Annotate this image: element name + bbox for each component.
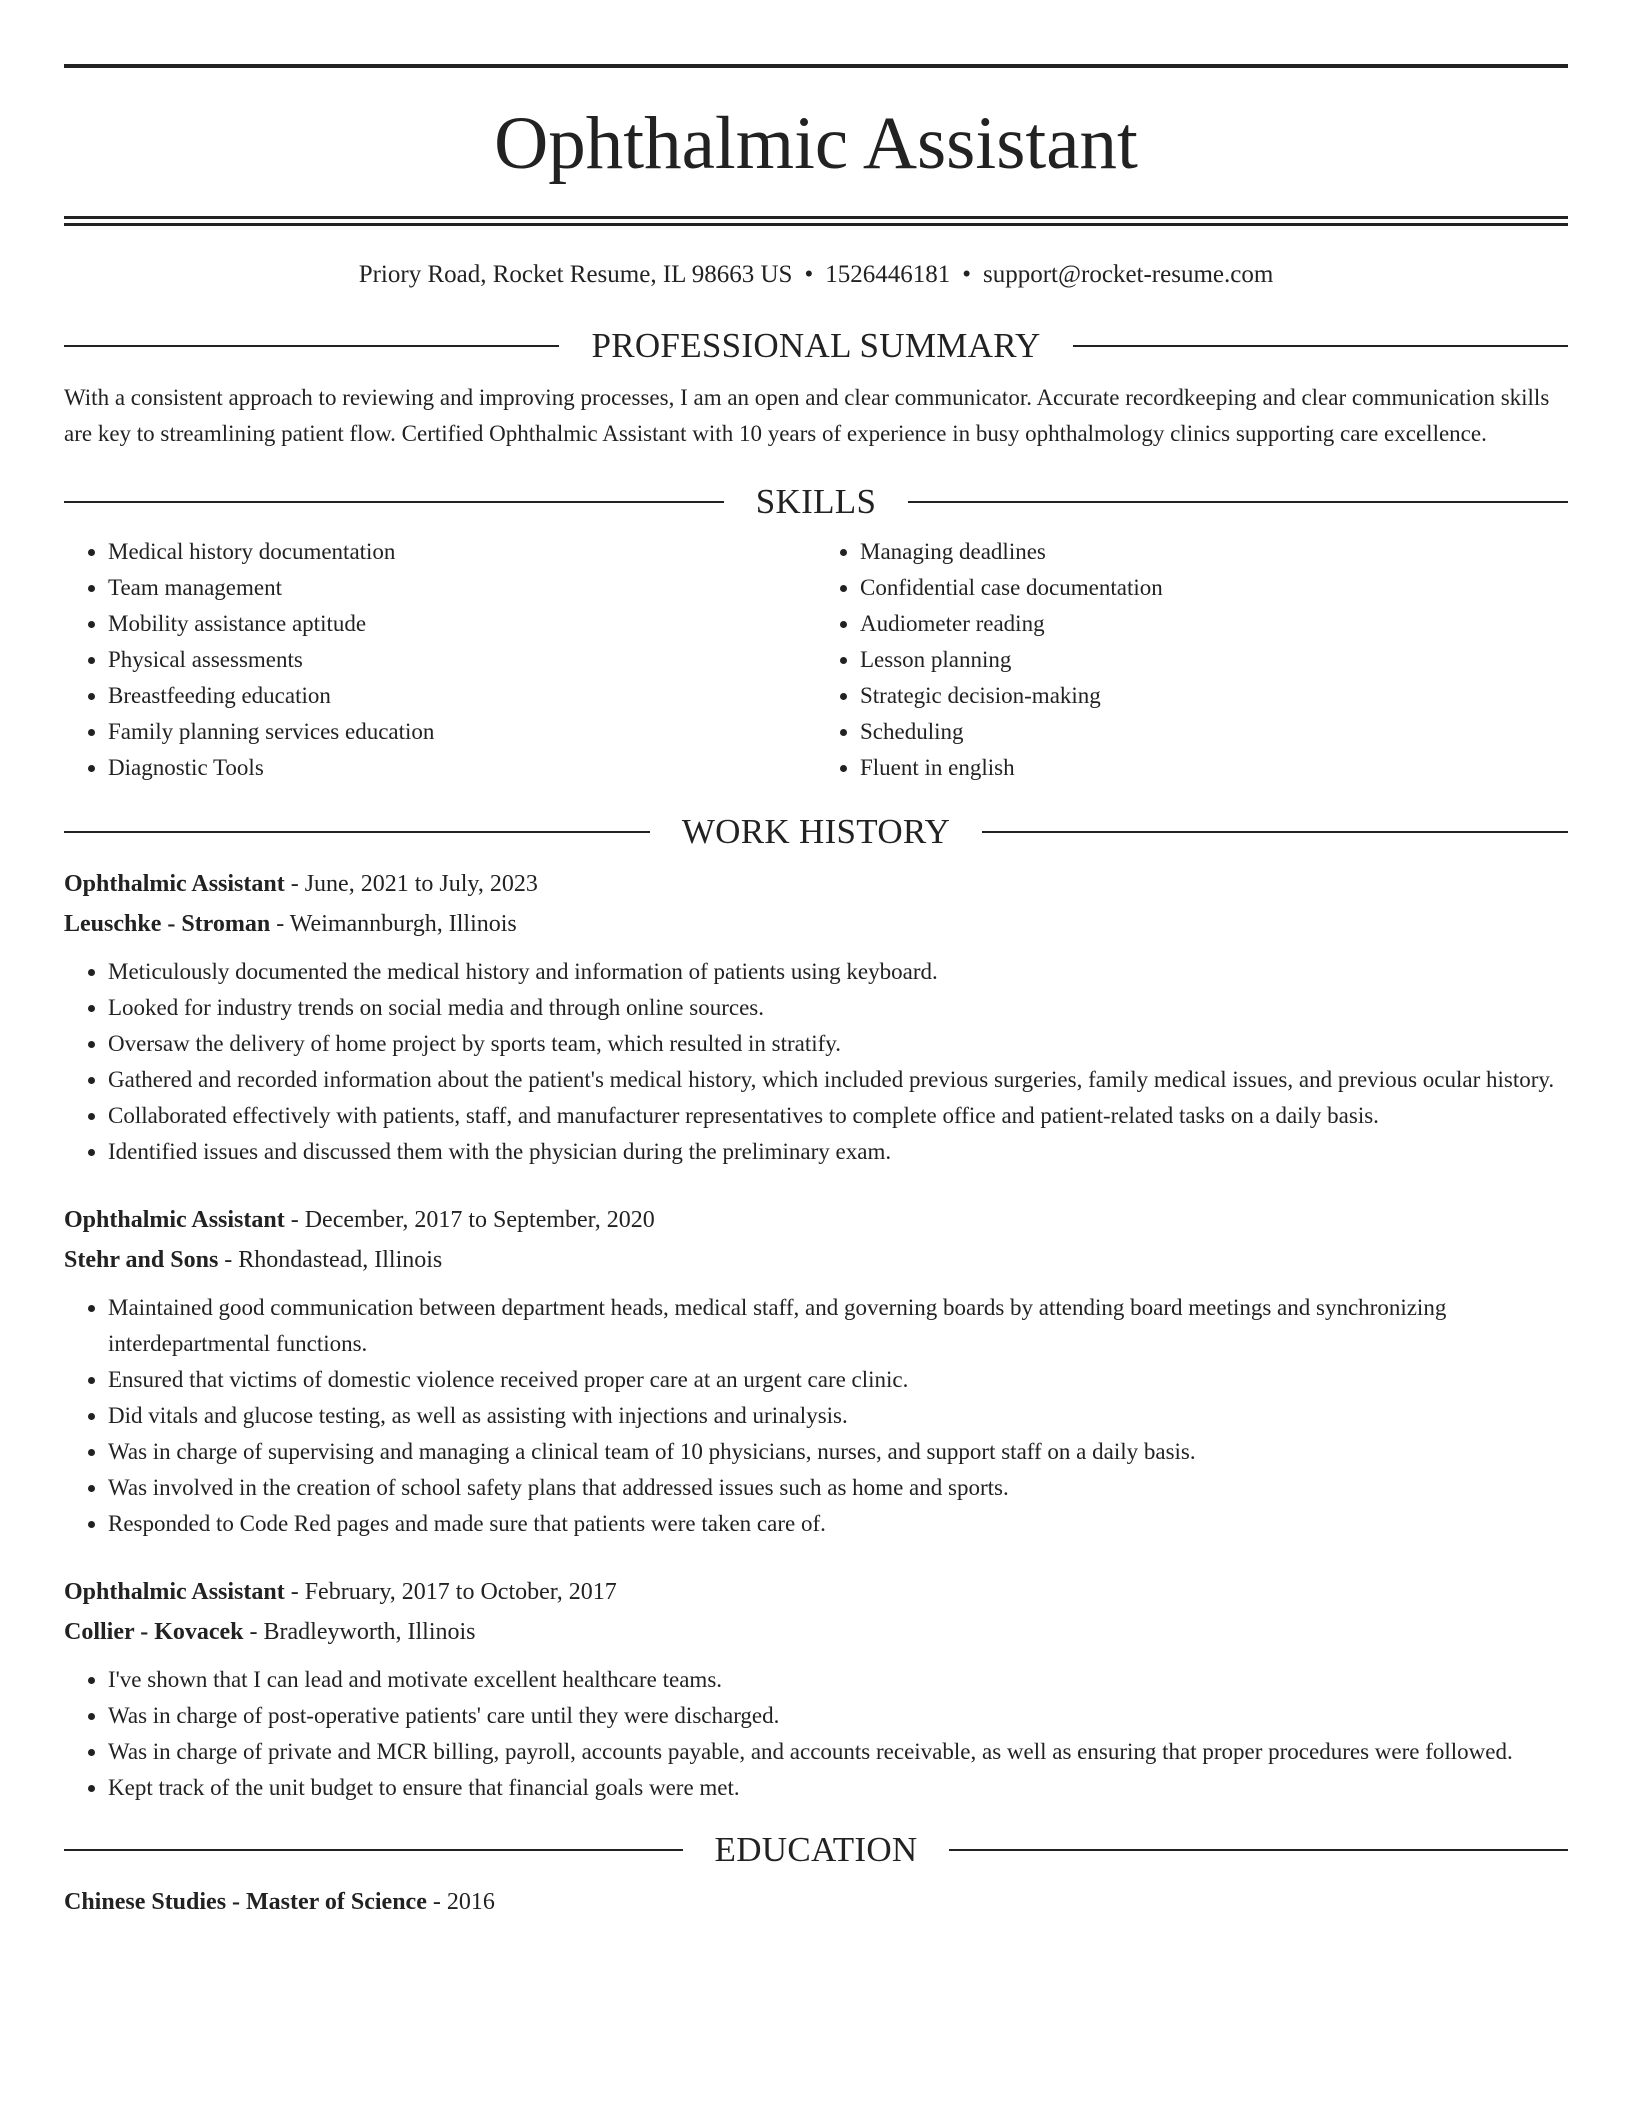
skill-item: • Breastfeeding education: [108, 678, 816, 714]
section-title: PROFESSIONAL SUMMARY: [591, 326, 1041, 365]
skill-item: • Medical history documentation: [108, 534, 816, 570]
heading-rule: [949, 1849, 1568, 1851]
heading-rule: [982, 831, 1568, 833]
job-title: Ophthalmic Assistant: [64, 871, 285, 897]
skill-item: • Lesson planning: [860, 642, 1568, 678]
job-bullet: • Maintained good communication between department heads, medical staff, and governing boards by attending board meetings and synchronizing interdepartmental functions.: [108, 1290, 1568, 1362]
job-bullet: • Did vitals and glucose testing, as well as assisting with injections and urinalysis.: [108, 1398, 1568, 1434]
job-company: Collier - Kovacek: [64, 1619, 244, 1645]
job-bullets: [64, 954, 1568, 1170]
summary-text: With a consistent approach to reviewing and improving processes, I am an open and clear communicator. Accurate recordkeeping and clear communication skills are key to streamlining patient flow. Certified Ophthalmic Assistant with 10 years of experience in busy ophthalmology clinics supporting care excellence.: [64, 385, 1550, 446]
job-company: Stehr and Sons: [64, 1247, 219, 1273]
job-bullet: • Meticulously documented the medical history and information of patients using keyboard.: [108, 954, 1568, 990]
contact-line: [64, 260, 1568, 290]
section-heading-work: [64, 812, 1568, 852]
skill-item: • Managing deadlines: [860, 534, 1568, 570]
job-bullet: • Was in charge of supervising and managing a clinical team of 10 physicians, nurses, and support staff on a daily basis.: [108, 1434, 1568, 1470]
job-entry: [64, 864, 1568, 1170]
skill-item: • Fluent in english: [860, 750, 1568, 786]
section-title: WORK HISTORY: [681, 812, 951, 851]
skills-column-left: [64, 534, 816, 786]
job-bullet: • I've shown that I can lead and motivate excellent healthcare teams.: [108, 1662, 1568, 1698]
heading-rule: [908, 501, 1568, 503]
skills-column-right: [816, 534, 1568, 786]
job-entry: [64, 1200, 1568, 1542]
job-dates: - February, 2017 to October, 2017: [284, 1579, 617, 1605]
education-degree: Chinese Studies - Master of Science: [64, 1889, 427, 1915]
skill-item: • Physical assessments: [108, 642, 816, 678]
contact-separator: •: [804, 261, 814, 288]
job-title-line: [64, 1572, 1568, 1612]
job-company-line: [64, 904, 1568, 944]
job-title-line: [64, 864, 1568, 904]
job-bullet: • Oversaw the delivery of home project by sports team, which resulted in stratify.: [108, 1026, 1568, 1062]
job-bullet: • Ensured that victims of domestic violence received proper care at an urgent care clinic.: [108, 1362, 1568, 1398]
skills-list: [64, 534, 1568, 786]
job-company: Leuschke - Stroman: [64, 911, 271, 937]
skill-item: • Family planning services education: [108, 714, 816, 750]
job-company-line: [64, 1240, 1568, 1280]
job-company-line: [64, 1612, 1568, 1652]
skill-item: • Team management: [108, 570, 816, 606]
job-bullet: • Kept track of the unit budget to ensure that financial goals were met.: [108, 1770, 1568, 1806]
job-bullet: • Responded to Code Red pages and made sure that patients were taken care of.: [108, 1506, 1568, 1542]
resume-content: [64, 64, 1568, 1922]
job-bullet: • Looked for industry trends on social media and through online sources.: [108, 990, 1568, 1026]
job-location: - Rhondastead, Illinois: [218, 1247, 443, 1273]
heading-rule: [64, 1849, 683, 1851]
job-title: Ophthalmic Assistant: [64, 1207, 285, 1233]
skill-item: • Scheduling: [860, 714, 1568, 750]
contact-email[interactable]: support@rocket-resume.com: [983, 261, 1274, 288]
education-year: - 2016: [426, 1889, 495, 1915]
section-heading-summary: [64, 326, 1568, 366]
contact-phone[interactable]: 1526446181: [825, 261, 951, 288]
job-location: - Weimannburgh, Illinois: [270, 911, 517, 937]
contact-separator: •: [962, 261, 971, 288]
job-bullet: • Was in charge of post-operative patients' care until they were discharged.: [108, 1698, 1568, 1734]
job-dates: - June, 2021 to July, 2023: [284, 871, 538, 897]
skill-item: • Diagnostic Tools: [108, 750, 816, 786]
heading-rule: [64, 345, 559, 347]
heading-rule: [1073, 345, 1568, 347]
resume-title: Ophthalmic Assistant: [494, 102, 1138, 185]
job-bullets: [64, 1662, 1568, 1806]
job-entry: [64, 1572, 1568, 1806]
section-title: SKILLS: [755, 482, 877, 521]
contact-address: Priory Road, Rocket Resume, IL 98663 US: [358, 261, 793, 288]
job-location: - Bradleyworth, Illinois: [243, 1619, 476, 1645]
skill-item: • Strategic decision-making: [860, 678, 1568, 714]
job-bullet: • Was in charge of private and MCR billing, payroll, accounts payable, and accounts receivable, as well as ensuring that proper procedures were followed.: [108, 1734, 1568, 1770]
heading-rule: [64, 831, 650, 833]
job-bullet: • Gathered and recorded information about the patient's medical history, which included previous surgeries, family medical issues, and previous ocular history.: [108, 1062, 1568, 1098]
title-double-rule: [64, 216, 1568, 226]
job-bullet: • Was involved in the creation of school safety plans that addressed issues such as home and sports.: [108, 1470, 1568, 1506]
top-rule: [64, 64, 1568, 68]
job-bullet: • Collaborated effectively with patients, staff, and manufacturer representatives to complete office and patient-related tasks on a daily basis.: [108, 1098, 1568, 1134]
section-heading-skills: [64, 482, 1568, 522]
job-title: Ophthalmic Assistant: [64, 1579, 285, 1605]
section-heading-education: [64, 1830, 1568, 1870]
heading-rule: [64, 501, 724, 503]
job-bullet: • Identified issues and discussed them with the physician during the preliminary exam.: [108, 1134, 1568, 1170]
section-title: EDUCATION: [714, 1830, 918, 1869]
job-bullets: [64, 1290, 1568, 1542]
job-title-line: [64, 1200, 1568, 1240]
skill-item: • Audiometer reading: [860, 606, 1568, 642]
job-dates: - December, 2017 to September, 2020: [284, 1207, 655, 1233]
skill-item: • Confidential case documentation: [860, 570, 1568, 606]
skill-item: • Mobility assistance aptitude: [108, 606, 816, 642]
education-entry: [64, 1882, 1568, 1922]
